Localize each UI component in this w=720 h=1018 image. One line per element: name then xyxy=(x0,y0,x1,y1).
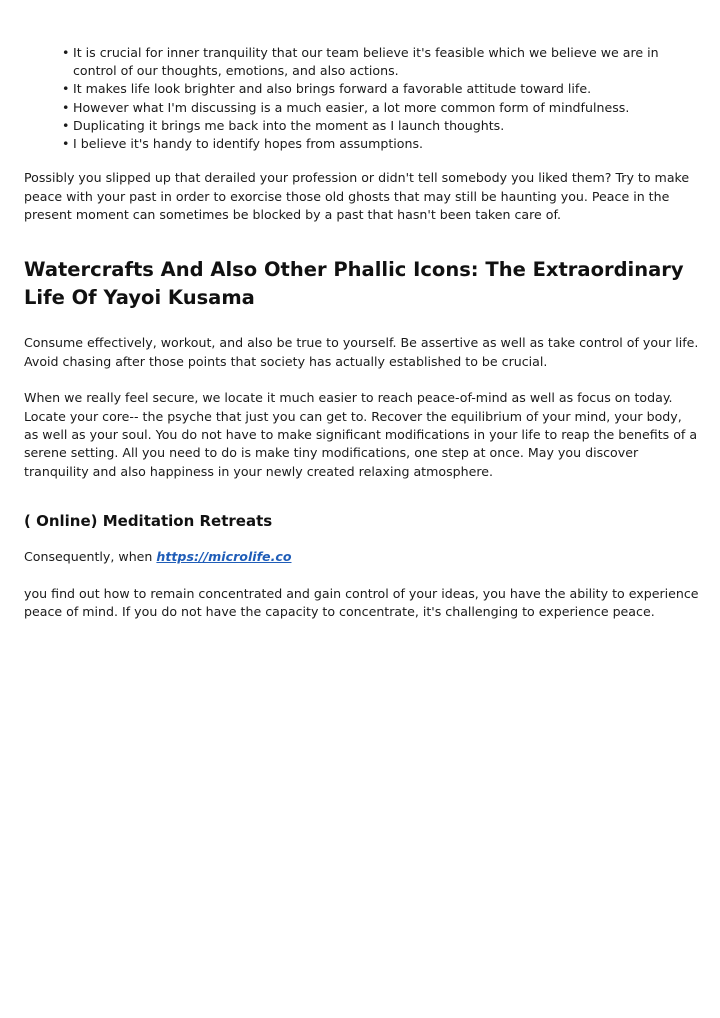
paragraph-consume: Consume effectively, workout, and also be true to yourself. Be assertive as well as take control of your life. Avoid chasing after those points that society has actually established to be crucial. xyxy=(24,335,699,369)
list-item-text: However what I'm discussing is a much easier, a lot more common form of mindfulness. xyxy=(73,99,630,115)
list-item-text: It is crucial for inner tranquility that our team believe it's feasible which we believe we are in control of our thoughts, emotions, and also actions. xyxy=(73,45,659,79)
list-item-text: I believe it's handy to identify hopes from assumptions. xyxy=(73,136,424,152)
list-item xyxy=(62,99,700,117)
subsection-heading: ( Online) Meditation Retreats xyxy=(24,512,273,531)
paragraph-secure: When we really feel secure, we locate it much easier to reach peace-of-mind as well as focus on today. Locate your core-- the psyche that just you can get to. Recover the equilibrium of your mind, your body, as well as your soul. You do not have to make significant modifications in your life to reap the benefits of a serene setting. All you need to do is make tiny modifications, one step at once. May you discover tranquility and also happiness in your newly created relaxing atmosphere. xyxy=(24,390,698,479)
list-item xyxy=(62,117,700,135)
list-item xyxy=(62,80,700,98)
bullet-icon: • xyxy=(62,136,70,152)
list-item xyxy=(62,135,700,153)
list-item-text: It makes life look brighter and also brings forward a favorable attitude toward life. xyxy=(73,81,592,97)
list-item xyxy=(62,44,700,80)
paragraph-prefix: Consequently, when xyxy=(24,549,157,565)
bullet-list xyxy=(24,44,700,153)
bullet-icon: • xyxy=(62,99,70,115)
bullet-icon: • xyxy=(62,81,70,97)
section-heading: Watercrafts And Also Other Phallic Icons: The Extraordinary Life Of Yayoi Kusama xyxy=(24,258,684,310)
microlife-link[interactable]: https://microlife.co xyxy=(156,549,292,565)
paragraph-past: Possibly you slipped up that derailed your profession or didn't tell somebody you liked them? Try to make peace with your past in order to exorcise those old ghosts that may still be haunting you. Peace in the present moment can sometimes be blocked by a past that hasn't been taken care of. xyxy=(24,170,690,223)
bullet-icon: • xyxy=(62,117,70,133)
paragraph-concentrate: you find out how to remain concentrated and gain control of your ideas, you have the ability to experience peace of mind. If you do not have the capacity to concentrate, it's challenging to experience peace. xyxy=(24,585,699,620)
paragraph-consequently xyxy=(24,548,700,566)
list-item-text: Duplicating it brings me back into the moment as I launch thoughts. xyxy=(73,117,505,133)
bullet-icon: • xyxy=(62,45,70,60)
document-page xyxy=(24,44,700,640)
